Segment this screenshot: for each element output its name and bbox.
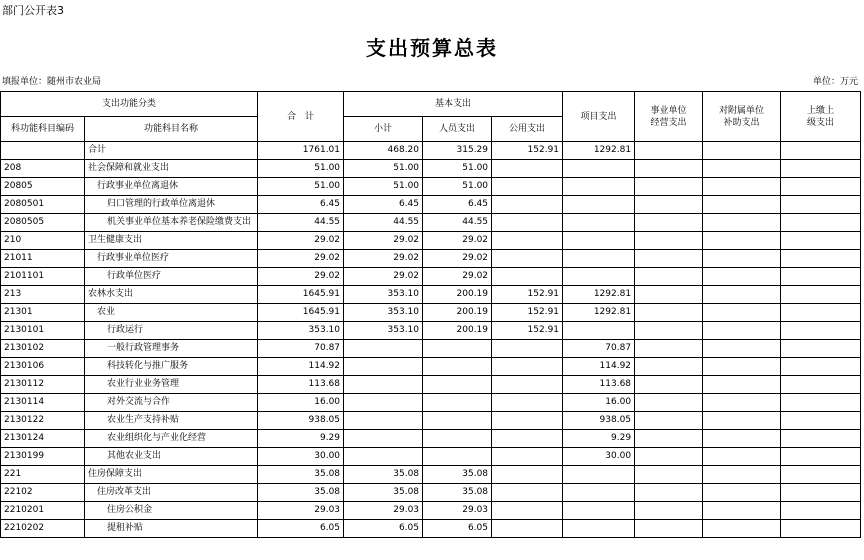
cell-project xyxy=(563,322,635,340)
cell-public xyxy=(492,430,563,448)
cell-personnel: 51.00 xyxy=(423,160,492,178)
cell-name: 行政事业单位医疗 xyxy=(85,250,258,268)
cell-personnel xyxy=(423,430,492,448)
cell-empty xyxy=(781,286,861,304)
table-body xyxy=(1,142,861,538)
cell-personnel: 29.02 xyxy=(423,268,492,286)
cell-empty xyxy=(781,430,861,448)
cell-empty xyxy=(635,466,703,484)
cell-empty xyxy=(703,358,781,376)
cell-code: 2130112 xyxy=(1,376,85,394)
cell-subtotal: 468.20 xyxy=(344,142,423,160)
cell-project xyxy=(563,484,635,502)
cell-name: 合计 xyxy=(85,142,258,160)
cell-total: 1645.91 xyxy=(258,304,344,322)
cell-empty xyxy=(703,268,781,286)
cell-personnel xyxy=(423,340,492,358)
cell-total: 1645.91 xyxy=(258,286,344,304)
cell-empty xyxy=(635,286,703,304)
cell-empty xyxy=(703,214,781,232)
cell-public: 152.91 xyxy=(492,304,563,322)
cell-empty xyxy=(635,340,703,358)
cell-subtotal: 29.02 xyxy=(344,250,423,268)
cell-code: 2130124 xyxy=(1,430,85,448)
cell-empty xyxy=(635,232,703,250)
table-row xyxy=(1,286,861,304)
cell-code: 21011 xyxy=(1,250,85,268)
cell-empty xyxy=(703,196,781,214)
cell-empty xyxy=(635,376,703,394)
cell-project: 1292.81 xyxy=(563,286,635,304)
cell-project xyxy=(563,160,635,178)
cell-empty xyxy=(635,394,703,412)
table-row xyxy=(1,340,861,358)
table-row xyxy=(1,430,861,448)
cell-name: 住房公积金 xyxy=(85,502,258,520)
cell-empty xyxy=(703,376,781,394)
cell-public xyxy=(492,448,563,466)
cell-name: 行政事业单位离退休 xyxy=(85,178,258,196)
cell-empty xyxy=(781,196,861,214)
cell-empty xyxy=(703,250,781,268)
cell-subtotal xyxy=(344,376,423,394)
cell-empty xyxy=(635,484,703,502)
cell-total: 51.00 xyxy=(258,160,344,178)
cell-empty xyxy=(781,232,861,250)
cell-public xyxy=(492,358,563,376)
table-row xyxy=(1,268,861,286)
cell-total: 16.00 xyxy=(258,394,344,412)
cell-subtotal: 6.45 xyxy=(344,196,423,214)
cell-subtotal: 353.10 xyxy=(344,304,423,322)
cell-subtotal xyxy=(344,394,423,412)
cell-project xyxy=(563,196,635,214)
cell-empty xyxy=(635,250,703,268)
table-row xyxy=(1,502,861,520)
cell-name: 提租补贴 xyxy=(85,520,258,538)
cell-personnel xyxy=(423,394,492,412)
cell-code: 21301 xyxy=(1,304,85,322)
cell-total: 70.87 xyxy=(258,340,344,358)
header-personnel: 人员支出 xyxy=(423,117,492,142)
cell-subtotal: 6.05 xyxy=(344,520,423,538)
cell-empty xyxy=(635,196,703,214)
cell-code: 2130102 xyxy=(1,340,85,358)
cell-public xyxy=(492,466,563,484)
cell-total: 35.08 xyxy=(258,484,344,502)
header-subsidy: 对附属单位 补助支出 xyxy=(703,92,781,142)
cell-subtotal xyxy=(344,340,423,358)
cell-total: 29.02 xyxy=(258,250,344,268)
cell-name: 农业组织化与产业化经营 xyxy=(85,430,258,448)
cell-name: 其他农业支出 xyxy=(85,448,258,466)
table-row xyxy=(1,142,861,160)
cell-personnel xyxy=(423,448,492,466)
cell-empty xyxy=(703,448,781,466)
cell-project: 70.87 xyxy=(563,340,635,358)
cell-name: 农林水支出 xyxy=(85,286,258,304)
cell-empty xyxy=(635,430,703,448)
cell-personnel: 200.19 xyxy=(423,286,492,304)
cell-code: 20805 xyxy=(1,178,85,196)
table-row xyxy=(1,250,861,268)
cell-empty xyxy=(703,142,781,160)
cell-public xyxy=(492,394,563,412)
cell-project: 114.92 xyxy=(563,358,635,376)
cell-public xyxy=(492,250,563,268)
cell-public xyxy=(492,232,563,250)
cell-project: 9.29 xyxy=(563,430,635,448)
cell-total: 44.55 xyxy=(258,214,344,232)
cell-project: 16.00 xyxy=(563,394,635,412)
cell-project xyxy=(563,250,635,268)
cell-code: 2130122 xyxy=(1,412,85,430)
cell-project: 113.68 xyxy=(563,376,635,394)
table-row xyxy=(1,178,861,196)
cell-subtotal: 35.08 xyxy=(344,484,423,502)
table-row xyxy=(1,466,861,484)
cell-project: 30.00 xyxy=(563,448,635,466)
cell-subtotal: 35.08 xyxy=(344,466,423,484)
cell-empty xyxy=(703,160,781,178)
cell-project xyxy=(563,466,635,484)
cell-empty xyxy=(703,322,781,340)
cell-public xyxy=(492,178,563,196)
cell-empty xyxy=(635,502,703,520)
cell-empty xyxy=(703,412,781,430)
cell-empty xyxy=(781,502,861,520)
cell-total: 353.10 xyxy=(258,322,344,340)
header-subtotal: 小计 xyxy=(344,117,423,142)
cell-empty xyxy=(635,304,703,322)
header-code: 科功能科目编码 xyxy=(1,117,85,142)
cell-code: 221 xyxy=(1,466,85,484)
cell-public: 152.91 xyxy=(492,322,563,340)
cell-name: 农业生产支持补贴 xyxy=(85,412,258,430)
cell-empty xyxy=(781,358,861,376)
cell-public xyxy=(492,412,563,430)
cell-name: 机关事业单位基本养老保险缴费支出 xyxy=(85,214,258,232)
header-upper: 上缴上 级支出 xyxy=(781,92,861,142)
cell-empty xyxy=(635,448,703,466)
cell-personnel: 200.19 xyxy=(423,304,492,322)
cell-project xyxy=(563,520,635,538)
cell-code: 2101101 xyxy=(1,268,85,286)
cell-empty xyxy=(781,484,861,502)
cell-code: 2080501 xyxy=(1,196,85,214)
table-row xyxy=(1,484,861,502)
cell-personnel: 6.45 xyxy=(423,196,492,214)
cell-name: 归口管理的行政单位离退休 xyxy=(85,196,258,214)
cell-total: 6.45 xyxy=(258,196,344,214)
cell-empty xyxy=(781,142,861,160)
cell-subtotal: 353.10 xyxy=(344,322,423,340)
cell-subtotal: 29.02 xyxy=(344,268,423,286)
cell-empty xyxy=(703,520,781,538)
cell-empty xyxy=(781,448,861,466)
cell-public xyxy=(492,160,563,178)
cell-code: 210 xyxy=(1,232,85,250)
cell-name: 农业行业业务管理 xyxy=(85,376,258,394)
cell-name: 住房改革支出 xyxy=(85,484,258,502)
cell-public: 152.91 xyxy=(492,142,563,160)
cell-name: 卫生健康支出 xyxy=(85,232,258,250)
currency-unit: 单位：万元 xyxy=(812,77,858,87)
cell-total: 29.02 xyxy=(258,268,344,286)
cell-total: 1761.01 xyxy=(258,142,344,160)
table-row xyxy=(1,322,861,340)
cell-code: 2130106 xyxy=(1,358,85,376)
cell-empty xyxy=(635,178,703,196)
cell-empty xyxy=(781,304,861,322)
cell-empty xyxy=(635,214,703,232)
table-row xyxy=(1,304,861,322)
cell-subtotal: 51.00 xyxy=(344,178,423,196)
cell-total: 9.29 xyxy=(258,430,344,448)
cell-name: 社会保障和就业支出 xyxy=(85,160,258,178)
budget-table xyxy=(0,91,861,538)
header-project: 项目支出 xyxy=(563,92,635,142)
cell-personnel: 44.55 xyxy=(423,214,492,232)
cell-empty xyxy=(703,286,781,304)
cell-empty xyxy=(781,322,861,340)
cell-public xyxy=(492,340,563,358)
cell-code: 2210202 xyxy=(1,520,85,538)
cell-empty xyxy=(703,232,781,250)
cell-code: 213 xyxy=(1,286,85,304)
cell-name: 一般行政管理事务 xyxy=(85,340,258,358)
cell-empty xyxy=(781,160,861,178)
cell-project xyxy=(563,268,635,286)
cell-empty xyxy=(635,268,703,286)
header-total: 合 计 xyxy=(258,92,344,142)
cell-empty xyxy=(781,214,861,232)
cell-total: 29.02 xyxy=(258,232,344,250)
cell-personnel: 200.19 xyxy=(423,322,492,340)
cell-code: 2130114 xyxy=(1,394,85,412)
table-row xyxy=(1,232,861,250)
cell-subtotal: 51.00 xyxy=(344,160,423,178)
cell-empty xyxy=(781,520,861,538)
table-row xyxy=(1,358,861,376)
cell-empty xyxy=(635,520,703,538)
cell-subtotal xyxy=(344,412,423,430)
table-row xyxy=(1,520,861,538)
table-number-label: 部门公开表3 xyxy=(2,4,64,17)
cell-total: 30.00 xyxy=(258,448,344,466)
cell-empty xyxy=(781,376,861,394)
cell-code xyxy=(1,142,85,160)
cell-public xyxy=(492,196,563,214)
cell-name: 农业 xyxy=(85,304,258,322)
cell-project xyxy=(563,178,635,196)
cell-personnel xyxy=(423,358,492,376)
cell-code: 2080505 xyxy=(1,214,85,232)
header-function-class: 支出功能分类 xyxy=(1,92,258,117)
cell-public xyxy=(492,520,563,538)
cell-total: 35.08 xyxy=(258,466,344,484)
cell-personnel: 29.03 xyxy=(423,502,492,520)
cell-empty xyxy=(635,160,703,178)
cell-empty xyxy=(703,466,781,484)
cell-code: 2210201 xyxy=(1,502,85,520)
cell-subtotal: 29.02 xyxy=(344,232,423,250)
page-title: 支出预算总表 xyxy=(366,36,498,60)
cell-total: 114.92 xyxy=(258,358,344,376)
cell-project xyxy=(563,214,635,232)
cell-empty xyxy=(781,250,861,268)
cell-total: 6.05 xyxy=(258,520,344,538)
cell-empty xyxy=(703,394,781,412)
cell-name: 行政单位医疗 xyxy=(85,268,258,286)
cell-subtotal: 353.10 xyxy=(344,286,423,304)
cell-name: 对外交流与合作 xyxy=(85,394,258,412)
cell-personnel: 35.08 xyxy=(423,466,492,484)
cell-personnel: 315.29 xyxy=(423,142,492,160)
cell-empty xyxy=(703,430,781,448)
cell-empty xyxy=(703,178,781,196)
cell-empty xyxy=(781,268,861,286)
cell-name: 住房保障支出 xyxy=(85,466,258,484)
header-public: 公用支出 xyxy=(492,117,563,142)
cell-code: 22102 xyxy=(1,484,85,502)
cell-project xyxy=(563,232,635,250)
cell-subtotal: 29.03 xyxy=(344,502,423,520)
cell-total: 938.05 xyxy=(258,412,344,430)
cell-personnel xyxy=(423,412,492,430)
cell-empty xyxy=(703,502,781,520)
cell-empty xyxy=(703,304,781,322)
cell-subtotal xyxy=(344,448,423,466)
cell-personnel: 29.02 xyxy=(423,250,492,268)
cell-project: 938.05 xyxy=(563,412,635,430)
cell-code: 208 xyxy=(1,160,85,178)
cell-empty xyxy=(781,178,861,196)
cell-project: 1292.81 xyxy=(563,142,635,160)
cell-personnel: 35.08 xyxy=(423,484,492,502)
cell-subtotal xyxy=(344,358,423,376)
cell-personnel: 51.00 xyxy=(423,178,492,196)
cell-public xyxy=(492,502,563,520)
table-row xyxy=(1,394,861,412)
cell-public xyxy=(492,484,563,502)
cell-name: 行政运行 xyxy=(85,322,258,340)
reporting-unit: 填报单位：随州市农业局 xyxy=(2,77,102,87)
cell-empty xyxy=(703,340,781,358)
cell-code: 2130199 xyxy=(1,448,85,466)
header-name: 功能科目名称 xyxy=(85,117,258,142)
table-row xyxy=(1,376,861,394)
cell-empty xyxy=(781,340,861,358)
cell-subtotal xyxy=(344,430,423,448)
table-row xyxy=(1,214,861,232)
table-row xyxy=(1,160,861,178)
cell-project: 1292.81 xyxy=(563,304,635,322)
cell-empty xyxy=(781,466,861,484)
cell-empty xyxy=(781,394,861,412)
cell-public xyxy=(492,268,563,286)
cell-subtotal: 44.55 xyxy=(344,214,423,232)
cell-empty xyxy=(635,358,703,376)
header-enterprise: 事业单位 经营支出 xyxy=(635,92,703,142)
cell-name: 科技转化与推广服务 xyxy=(85,358,258,376)
cell-public xyxy=(492,214,563,232)
cell-personnel: 29.02 xyxy=(423,232,492,250)
cell-empty xyxy=(703,484,781,502)
table-row xyxy=(1,196,861,214)
cell-personnel xyxy=(423,376,492,394)
cell-public xyxy=(492,376,563,394)
cell-project xyxy=(563,502,635,520)
cell-empty xyxy=(635,322,703,340)
cell-empty xyxy=(635,142,703,160)
table-row xyxy=(1,412,861,430)
cell-empty xyxy=(781,412,861,430)
cell-public: 152.91 xyxy=(492,286,563,304)
cell-code: 2130101 xyxy=(1,322,85,340)
cell-personnel: 6.05 xyxy=(423,520,492,538)
cell-total: 113.68 xyxy=(258,376,344,394)
cell-total: 51.00 xyxy=(258,178,344,196)
cell-total: 29.03 xyxy=(258,502,344,520)
table-row xyxy=(1,448,861,466)
cell-empty xyxy=(635,412,703,430)
header-basic: 基本支出 xyxy=(344,92,563,117)
